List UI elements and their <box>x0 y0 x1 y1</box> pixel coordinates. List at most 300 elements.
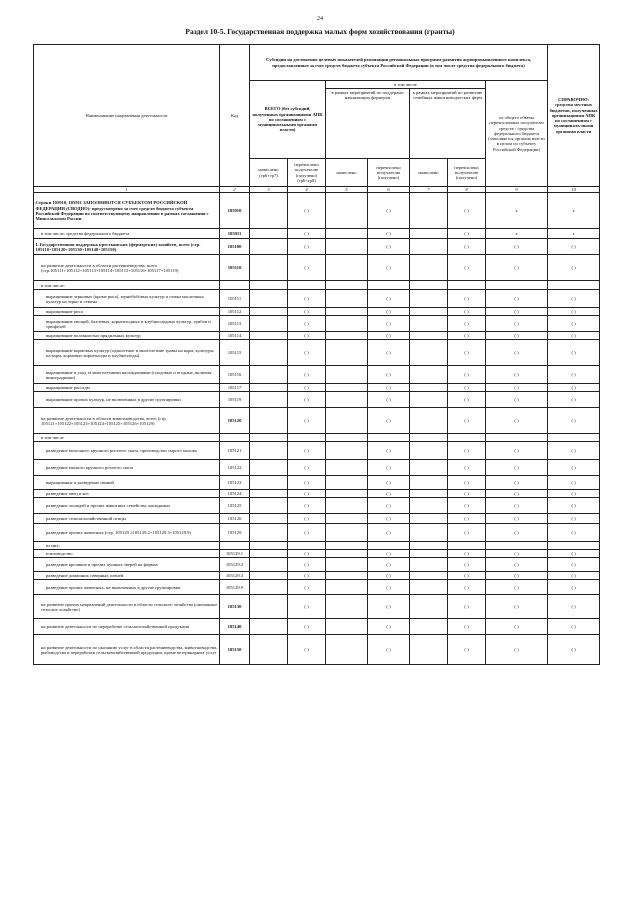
row-value-cell <box>326 619 368 635</box>
row-value-cell: ( ) <box>448 460 486 476</box>
row-code: 105129.1 <box>220 550 250 558</box>
row-value-cell <box>410 460 448 476</box>
table-row <box>34 514 600 524</box>
row-value-cell <box>250 290 288 308</box>
row-value-cell <box>326 558 368 572</box>
row-name: на развитие деятельности по переработке сельскохозяйственной продукции <box>34 619 220 635</box>
row-name: выращивание прочих культур, не включенных в другие группировки <box>34 392 220 408</box>
row-value-cell: ( ) <box>368 595 410 619</box>
row-value-cell <box>326 366 368 384</box>
row-name: выращивание риса <box>34 308 220 316</box>
row-value-cell: x <box>486 229 548 239</box>
row-value-cell: ( ) <box>288 476 326 490</box>
row-code: 105117 <box>220 384 250 392</box>
row-value-cell <box>410 340 448 366</box>
row-value-cell <box>250 193 288 229</box>
row-code: 105120 <box>220 408 250 434</box>
row-value-cell <box>250 332 288 340</box>
row-value-cell: ( ) <box>486 595 548 619</box>
row-code: 105112 <box>220 308 250 316</box>
row-code: 105140 <box>220 619 250 635</box>
row-value-cell: ( ) <box>548 476 600 490</box>
col-number: 5 <box>326 187 368 193</box>
row-code: 105116 <box>220 366 250 384</box>
table-row <box>34 408 600 434</box>
row-value-cell <box>250 316 288 332</box>
row-value-cell <box>410 524 448 542</box>
row-value-cell: ( ) <box>486 476 548 490</box>
row-value-cell <box>410 239 448 255</box>
row-value-cell <box>410 514 448 524</box>
row-value-cell: x <box>486 193 548 229</box>
row-value-cell: ( ) <box>368 619 410 635</box>
table-row <box>34 193 600 229</box>
row-value-cell <box>448 434 486 442</box>
row-code: 105150 <box>220 635 250 665</box>
row-value-cell <box>410 434 448 442</box>
page-number: 24 <box>317 16 323 22</box>
row-value-cell: ( ) <box>288 580 326 595</box>
header-total: ВСЕГО (без субсидий, полученных организациями АПК по соглашениям с муниципальными органами власти) <box>250 81 326 159</box>
table-row <box>34 558 600 572</box>
row-value-cell <box>326 490 368 498</box>
row-value-cell: ( ) <box>288 460 326 476</box>
table-row <box>34 308 600 316</box>
row-value-cell <box>326 550 368 558</box>
row-value-cell <box>326 434 368 442</box>
row-value-cell: ( ) <box>368 635 410 665</box>
row-value-cell <box>250 476 288 490</box>
row-name: из них: <box>34 542 220 550</box>
row-value-cell <box>410 316 448 332</box>
row-value-cell <box>410 366 448 384</box>
row-value-cell: ( ) <box>548 524 600 542</box>
row-code: 105122 <box>220 460 250 476</box>
row-code: 105126 <box>220 514 250 524</box>
row-code: 105115 <box>220 340 250 366</box>
row-value-cell: ( ) <box>288 408 326 434</box>
row-value-cell <box>250 460 288 476</box>
row-value-cell <box>410 619 448 635</box>
row-value-cell: ( ) <box>368 290 410 308</box>
row-value-cell <box>326 514 368 524</box>
row-value-cell: ( ) <box>486 366 548 384</box>
header-transferred: перечислено получателю (получено) <box>368 159 410 187</box>
row-value-cell <box>410 384 448 392</box>
row-value-cell <box>368 542 410 550</box>
row-value-cell <box>410 558 448 572</box>
row-value-cell: ( ) <box>288 524 326 542</box>
table-row <box>34 524 600 542</box>
row-value-cell: ( ) <box>368 490 410 498</box>
row-value-cell: ( ) <box>288 490 326 498</box>
row-value-cell <box>410 580 448 595</box>
header-start-farmers: в рамках мероприятий по поддержке начинающих фермеров <box>326 89 410 159</box>
row-value-cell: ( ) <box>548 239 600 255</box>
row-value-cell: ( ) <box>448 550 486 558</box>
row-name: выращивание кормовых культур (однолетние и многолетние травы на корм, культуры на корм, кормовые корнеплоды и клубнеплоды) <box>34 340 220 366</box>
row-value-cell: ( ) <box>448 524 486 542</box>
row-value-cell: ( ) <box>486 550 548 558</box>
row-value-cell: ( ) <box>486 572 548 580</box>
row-value-cell <box>326 239 368 255</box>
row-value-cell: ( ) <box>548 384 600 392</box>
row-value-cell: ( ) <box>548 442 600 460</box>
row-value-cell: ( ) <box>368 366 410 384</box>
row-value-cell <box>250 498 288 514</box>
row-value-cell: ( ) <box>548 340 600 366</box>
row-value-cell: ( ) <box>548 635 600 665</box>
header-subsidies-group: Субсидии на достижение целевых показателей реализации региональных программ развития агропромышленного комплекса, предоставленные за счет средств бюджета субъекта Российской Федерации (в том числе средства федерального бюджета) <box>250 45 548 81</box>
row-value-cell: ( ) <box>448 514 486 524</box>
row-value-cell <box>410 572 448 580</box>
row-value-cell: ( ) <box>288 308 326 316</box>
table-row <box>34 635 600 665</box>
table-row <box>34 281 600 290</box>
row-value-cell <box>410 635 448 665</box>
row-value-cell: ( ) <box>368 408 410 434</box>
row-value-cell: ( ) <box>486 490 548 498</box>
row-code: 105129.3 <box>220 572 250 580</box>
row-value-cell <box>486 281 548 290</box>
row-code: 105114 <box>220 332 250 340</box>
row-value-cell <box>326 316 368 332</box>
row-name: пчеловодство <box>34 550 220 558</box>
row-value-cell: ( ) <box>368 340 410 366</box>
row-value-cell: ( ) <box>448 290 486 308</box>
row-value-cell <box>326 572 368 580</box>
row-value-cell: ( ) <box>288 229 326 239</box>
row-value-cell: ( ) <box>448 316 486 332</box>
header-family-farms: в рамках мероприятий по развитию семейных животноводческих ферм <box>410 89 486 159</box>
table-row <box>34 434 600 442</box>
row-value-cell <box>326 340 368 366</box>
row-value-cell: ( ) <box>448 392 486 408</box>
row-value-cell: ( ) <box>548 316 600 332</box>
table-row <box>34 619 600 635</box>
row-value-cell <box>326 498 368 514</box>
row-code: 105111 <box>220 290 250 308</box>
table-row <box>34 572 600 580</box>
row-value-cell: ( ) <box>486 619 548 635</box>
row-value-cell <box>326 229 368 239</box>
row-value-cell: ( ) <box>288 332 326 340</box>
row-value-cell: ( ) <box>548 290 600 308</box>
row-value-cell: ( ) <box>486 255 548 281</box>
row-code: 105123 <box>220 476 250 490</box>
row-value-cell: ( ) <box>486 442 548 460</box>
row-value-cell <box>368 281 410 290</box>
row-value-cell <box>410 392 448 408</box>
row-value-cell <box>326 384 368 392</box>
row-value-cell <box>250 442 288 460</box>
row-value-cell <box>326 308 368 316</box>
header-transferred-total: перечислено получателю (получено) (гр6+гр8) <box>288 159 326 187</box>
row-code: 105113 <box>220 316 250 332</box>
row-value-cell: ( ) <box>448 498 486 514</box>
row-value-cell <box>250 619 288 635</box>
row-value-cell <box>250 281 288 290</box>
row-value-cell <box>326 476 368 490</box>
table-row <box>34 550 600 558</box>
row-value-cell <box>250 595 288 619</box>
row-value-cell <box>250 542 288 550</box>
grant-support-table <box>33 44 600 665</box>
row-value-cell <box>410 290 448 308</box>
row-name: разведение овец и коз <box>34 490 220 498</box>
row-value-cell: ( ) <box>448 255 486 281</box>
row-code: 105100 <box>220 239 250 255</box>
row-value-cell: ( ) <box>288 595 326 619</box>
row-value-cell: ( ) <box>448 332 486 340</box>
row-value-cell <box>410 229 448 239</box>
row-value-cell: ( ) <box>548 408 600 434</box>
row-value-cell: ( ) <box>486 308 548 316</box>
row-value-cell: ( ) <box>548 558 600 572</box>
row-value-cell <box>410 476 448 490</box>
row-name: в том числе: <box>34 281 220 290</box>
row-value-cell: ( ) <box>368 239 410 255</box>
row-code: 105121 <box>220 442 250 460</box>
row-value-cell <box>250 434 288 442</box>
row-name: в том числе <box>34 434 220 442</box>
row-value-cell <box>326 460 368 476</box>
table-row <box>34 366 600 384</box>
row-value-cell: ( ) <box>368 308 410 316</box>
row-value-cell: ( ) <box>548 572 600 580</box>
row-value-cell: ( ) <box>288 340 326 366</box>
header-accrued: начислено <box>410 159 448 187</box>
row-code: 105119 <box>220 392 250 408</box>
row-value-cell: ( ) <box>288 384 326 392</box>
row-value-cell <box>410 408 448 434</box>
table-row <box>34 498 600 514</box>
row-name: разведение домашних северных оленей <box>34 572 220 580</box>
col-number: 7 <box>410 187 448 193</box>
row-value-cell <box>250 558 288 572</box>
section-title: Раздел 10-5. Государственная поддержка малых форм хозяйствования (гранты) <box>185 27 455 36</box>
row-code <box>220 281 250 290</box>
row-value-cell: ( ) <box>548 619 600 635</box>
table-row <box>34 392 600 408</box>
row-value-cell <box>410 255 448 281</box>
table-row <box>34 542 600 550</box>
row-code: 105129.9 <box>220 580 250 595</box>
row-name: выращивание рассады <box>34 384 220 392</box>
row-value-cell: ( ) <box>368 580 410 595</box>
row-value-cell <box>326 255 368 281</box>
row-value-cell: ( ) <box>288 366 326 384</box>
header-including: в том числе <box>326 81 486 89</box>
header-accrued: начислено <box>326 159 368 187</box>
row-name: в том числе: средства федерального бюджета <box>34 229 220 239</box>
row-value-cell <box>250 229 288 239</box>
row-name: выращивание и уход за многолетними насаждениями (плодовые и ягодные, включая виноградники) <box>34 366 220 384</box>
row-value-cell: ( ) <box>548 580 600 595</box>
row-value-cell: ( ) <box>548 332 600 340</box>
col-number: 9 <box>486 187 548 193</box>
row-value-cell <box>548 281 600 290</box>
row-name: разведение прочих животных, не включенных в другие группировки <box>34 580 220 595</box>
row-value-cell: ( ) <box>548 392 600 408</box>
row-value-cell <box>448 542 486 550</box>
row-value-cell: ( ) <box>448 384 486 392</box>
row-value-cell: x <box>548 193 600 229</box>
row-value-cell <box>410 332 448 340</box>
row-name: выращивание зерновых (кроме риса), зернобобовых культур и семян масличных культур на зерно и семена <box>34 290 220 308</box>
table-row <box>34 460 600 476</box>
row-value-cell <box>326 524 368 542</box>
row-value-cell: ( ) <box>486 635 548 665</box>
row-code: 105110 <box>220 255 250 281</box>
row-value-cell <box>250 255 288 281</box>
header-transferred: перечислено получателю (получено) <box>448 159 486 187</box>
row-value-cell: ( ) <box>368 498 410 514</box>
row-name: на развитие деятельности по оказанию услуг в области растениеводства, животноводства, рыбоводства и переработки сельскохозяйственной продукции, кроме ветеринарных услуг <box>34 635 220 665</box>
row-value-cell: ( ) <box>448 572 486 580</box>
row-name: разведение кроликов и прочих пушных зверей на фермах <box>34 558 220 572</box>
row-value-cell <box>326 542 368 550</box>
row-code <box>220 542 250 550</box>
row-value-cell <box>410 193 448 229</box>
row-value-cell: ( ) <box>368 392 410 408</box>
row-value-cell: ( ) <box>288 290 326 308</box>
row-value-cell <box>288 281 326 290</box>
row-value-cell <box>250 580 288 595</box>
row-value-cell: ( ) <box>548 550 600 558</box>
row-value-cell: ( ) <box>486 514 548 524</box>
row-value-cell: ( ) <box>368 384 410 392</box>
row-value-cell: ( ) <box>486 332 548 340</box>
row-value-cell: ( ) <box>368 524 410 542</box>
row-value-cell: ( ) <box>368 550 410 558</box>
row-value-cell: ( ) <box>288 498 326 514</box>
row-value-cell <box>326 635 368 665</box>
row-value-cell <box>250 635 288 665</box>
row-value-cell: ( ) <box>368 572 410 580</box>
row-value-cell <box>486 434 548 442</box>
row-value-cell <box>326 580 368 595</box>
row-value-cell <box>288 542 326 550</box>
row-value-cell: ( ) <box>288 572 326 580</box>
row-value-cell: ( ) <box>448 558 486 572</box>
table-row <box>34 476 600 490</box>
col-number: 1 <box>34 187 220 193</box>
row-value-cell <box>250 392 288 408</box>
row-value-cell <box>250 384 288 392</box>
row-value-cell: ( ) <box>486 408 548 434</box>
row-value-cell: ( ) <box>368 442 410 460</box>
table-row <box>34 239 600 255</box>
table-row <box>34 316 600 332</box>
row-value-cell <box>486 542 548 550</box>
row-value-cell <box>250 514 288 524</box>
row-value-cell: ( ) <box>448 595 486 619</box>
row-value-cell: ( ) <box>448 340 486 366</box>
col-number: 6 <box>368 187 410 193</box>
row-value-cell <box>250 550 288 558</box>
row-value-cell <box>410 308 448 316</box>
row-value-cell <box>250 308 288 316</box>
row-name: выращивание волокнистых прядильных культур <box>34 332 220 340</box>
row-code: 105129 <box>220 524 250 542</box>
col-number: 8 <box>448 187 486 193</box>
row-code <box>220 434 250 442</box>
row-value-cell: ( ) <box>548 595 600 619</box>
row-value-cell: ( ) <box>548 514 600 524</box>
row-value-cell <box>250 340 288 366</box>
row-value-cell <box>410 490 448 498</box>
row-value-cell <box>250 524 288 542</box>
row-value-cell: ( ) <box>548 460 600 476</box>
row-name: I. Государственная поддержка крестьянских (фермерских) хозяйств, всего (стр. 105110+105120+105130+105140+105150) <box>34 239 220 255</box>
row-value-cell: ( ) <box>486 460 548 476</box>
row-value-cell <box>410 498 448 514</box>
table-row <box>34 340 600 366</box>
row-value-cell: ( ) <box>448 580 486 595</box>
row-value-cell: ( ) <box>486 384 548 392</box>
row-value-cell: ( ) <box>448 619 486 635</box>
col-number: 10 <box>548 187 600 193</box>
row-value-cell: ( ) <box>288 514 326 524</box>
row-value-cell: ( ) <box>448 229 486 239</box>
row-value-cell: ( ) <box>368 229 410 239</box>
row-value-cell: ( ) <box>368 476 410 490</box>
row-value-cell: ( ) <box>486 580 548 595</box>
row-value-cell <box>250 408 288 434</box>
row-value-cell <box>250 366 288 384</box>
row-value-cell: ( ) <box>548 498 600 514</box>
row-value-cell: ( ) <box>288 239 326 255</box>
col-number: 2 <box>220 187 250 193</box>
row-name: Строки 105910, 105911 ЗАПОЛНЯЮТСЯ СУБЪЕКТОМ РОССИЙСКОЙ ФЕДЕРАЦИИ (СВОДНО): предусмотрено за счет средств бюджета субъекта Российской Федерации по соответствующему направлению в рамках соглашения с Минсельхозом России <box>34 193 220 229</box>
row-value-cell: ( ) <box>486 290 548 308</box>
table-row <box>34 332 600 340</box>
row-value-cell <box>326 290 368 308</box>
table-row <box>34 229 600 239</box>
row-value-cell: ( ) <box>448 442 486 460</box>
row-value-cell <box>250 490 288 498</box>
row-value-cell: ( ) <box>368 514 410 524</box>
header-reference: СПРАВОЧНО: средства местных бюджетов, полученных организациями АПК по соглашениям с муниципаль-ными органами власти <box>548 45 600 187</box>
row-name: разведение молочного крупного рогатого скота, производство сырого молока <box>34 442 220 460</box>
row-value-cell: ( ) <box>548 308 600 316</box>
row-value-cell: ( ) <box>288 193 326 229</box>
row-name: разведение сельскохозяйственной птицы <box>34 514 220 524</box>
row-value-cell <box>250 572 288 580</box>
row-value-cell <box>250 239 288 255</box>
row-value-cell <box>326 281 368 290</box>
row-value-cell: ( ) <box>486 239 548 255</box>
row-name: на развитие прочих направлений деятельности в области сельского хозяйства (смешанное сельское хозяйство) <box>34 595 220 619</box>
row-value-cell <box>448 281 486 290</box>
row-value-cell: ( ) <box>368 255 410 281</box>
row-value-cell: ( ) <box>448 635 486 665</box>
row-value-cell: ( ) <box>368 558 410 572</box>
col-number: 4 <box>288 187 326 193</box>
row-value-cell <box>548 434 600 442</box>
row-value-cell: ( ) <box>548 366 600 384</box>
header-code: Код <box>220 45 250 187</box>
header-accrued-total: начислено (гр6+гр7) <box>250 159 288 187</box>
row-code: 105125 <box>220 498 250 514</box>
row-value-cell <box>288 434 326 442</box>
row-value-cell: ( ) <box>486 558 548 572</box>
row-value-cell: ( ) <box>288 550 326 558</box>
table-row <box>34 595 600 619</box>
header-federal-share: из общего объема перечисленных получателю средств - средства федерального бюджета (заполняется органом власти в целом по субъекту Российской Федерации) <box>486 81 548 187</box>
row-value-cell <box>410 442 448 460</box>
